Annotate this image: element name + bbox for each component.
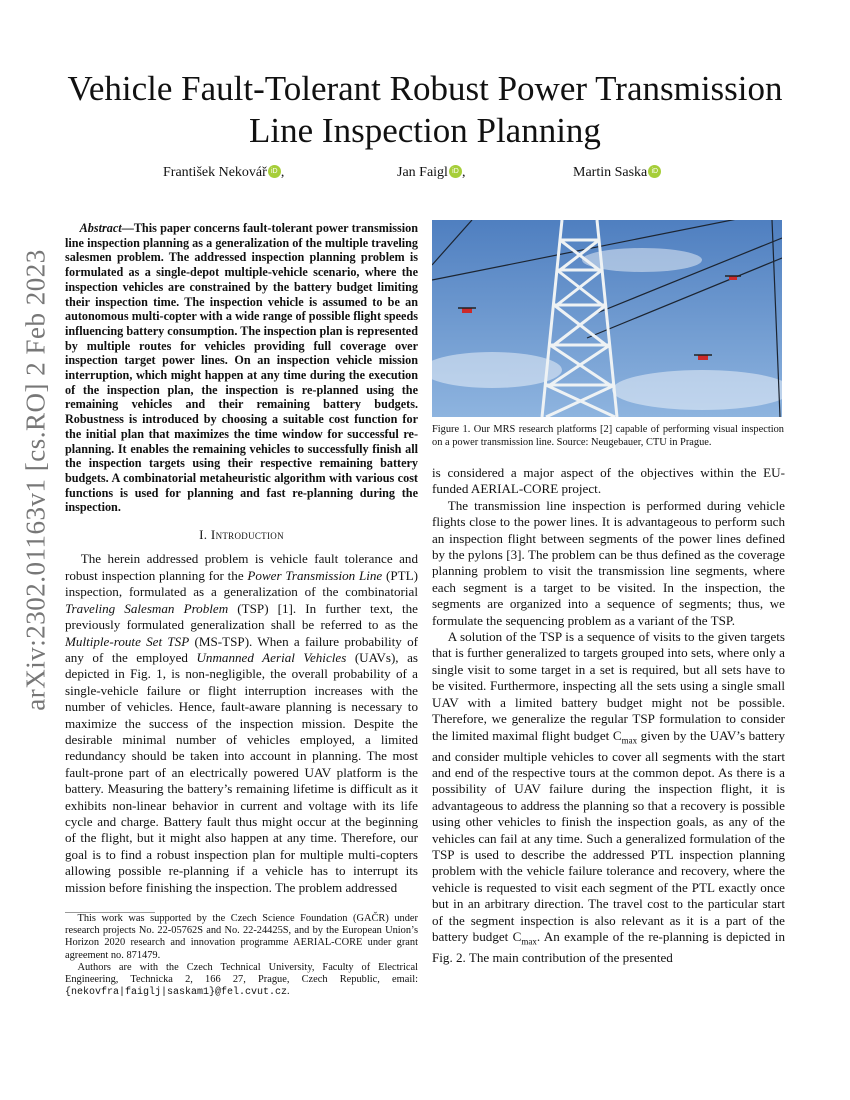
affiliation-footnote [65, 962, 418, 1000]
paper-title: Vehicle Fault-Tolerant Robust Power Transmission Line Inspection Planning [67, 69, 783, 150]
author-separator: , [280, 165, 285, 180]
orcid-icon[interactable]: iD [449, 165, 462, 178]
text-run: . An example of the re-planning is depicted in Fig. 2. The main contribution of the presented [432, 928, 785, 965]
funding-footnote: This work was supported by the Czech Science Foundation (GAČR) under research projects No. 22-05762S and No. 22-24425S, and by the European Union’s Horizon 2020 research and innovation programme AERIAL-CORE under grant agreement no. 871479. [65, 913, 418, 961]
section-heading-introduction: I. Introduction [199, 527, 284, 543]
author-2 [397, 165, 465, 181]
emphasis: Multiple-route Set TSP [65, 633, 190, 649]
text-run: (UAVs), as depicted in Fig. 1, is non-negligible, the overall probability of a single-vehicle failure or flight interruption increases with the number of vehicles. Hence, fault-aware planning is necessary to maximize the success of the inspection mission. Despite the desirable minimal number of vehicles employed, a limited redundancy should be taken into account in planning. The most fault-prone part of an electrically powered UAV platform is the battery. Measuring the battery’s remaining lifetime is difficult as it exhibits non-linear behavior in current and voltage with its life cycle and charge. Battery fault thus might occur at the beginning of the flight, but it might also happen at any time. Therefore, our goal is to find a robust inspection plan for multiple multi-copters allowing possible re-planning if a vehicle has to interrupt its mission before finishing the inspection. The problem addressed [65, 649, 418, 895]
text-run: . [287, 986, 290, 998]
intro-paragraph [65, 551, 418, 896]
affiliation-text: Authors are with the Czech Technical University, Faculty of Electrical Engineering, Technicka 2, 166 27, Prague, Czech Republic, email: [65, 961, 418, 986]
text-run: (TSP) [1]. In further text, the previously formulated generalization shall be referred to as the [65, 600, 418, 633]
emphasis: Unmanned Aerial Vehicles [196, 649, 347, 665]
orcid-icon[interactable]: iD [648, 165, 661, 178]
email-addresses[interactable]: {nekovfra|faiglj|saskam1}@fel.cvut.cz [65, 987, 288, 999]
footnotes [65, 912, 418, 999]
author-separator: , [461, 165, 466, 180]
figure-1-photo [432, 220, 782, 417]
power-line-photo [432, 220, 782, 417]
subscript: max [621, 735, 638, 746]
text-run: The herein addressed problem is vehicle fault tolerance and robust inspection planning for the [65, 551, 418, 583]
author-1 [163, 165, 284, 181]
body-paragraph [432, 629, 785, 966]
author-name: František Nekovář [163, 165, 267, 180]
abstract-text: —This paper concerns fault-tolerant power transmission line inspection planning as a generalization of the multiple traveling salesmen problem. The addressed inspection planning problem is formulated as a single-depot multiple-vehicle scenario, where the inspection vehicles are constrained by the battery budget limiting their inspection time. The inspection vehicle is assumed to be an autonomous multi-copter with a wide range of possible flight speeds influencing battery consumption. The inspection plan is represented by multiple routes for vehicles providing full coverage over inspection target power lines. On an inspection vehicle mission interruption, which might happen at any time during the execution of the inspection plan, the inspection is re-planned using the remaining vehicles and their remaining battery budgets. Robustness is introduced by choosing a suitable cost function for the initial plan that maximizes the time window for successful re-planning. It enables the remaining vehicles to successfully finish all the inspection targets using their respective remaining battery budgets. A combinatorial metaheuristic algorithm with various cost functions is used for planning and fast re-planning during the inspection. [65, 221, 418, 515]
body-paragraph: The transmission line inspection is performed during vehicle flights close to the power lines. It is advantageous to perform such an inspection flight between segments of the power lines defined by the pylons [3]. The problem can be thus defined as the coverage planning problem to visit the transmission line segments, where each segment is a target to be visited. In the inspection, the segments are organized into a sequence of segments; thus, we formulate the sequencing problem as a variant of the TSP. [432, 497, 785, 628]
abstract-label: Abstract [79, 221, 122, 235]
text-run: (MS-TSP). When a failure probability of any of the employed [65, 633, 419, 665]
emphasis: Traveling Salesman Problem [65, 600, 229, 616]
subscript: max [521, 936, 537, 947]
author-3 [573, 165, 661, 181]
author-name: Martin Saska [573, 165, 648, 180]
continuation-paragraph: is considered a major aspect of the objectives within the EU-funded AERIAL-CORE project. [432, 465, 785, 497]
text-run: given by the UAV’s battery and consider multiple vehicles to cover all segments with the start and end of the respective tours at the common depot. As there is a possibility of UAV failure during the inspection flight, it is advantageous to address the planning so that a recovery is possible using other vehicles to finish the inspection goals, as any of the vehicles can fail at any time. Such a generalized formulation of the TSP is used to describe the addressed PTL inspection planning problem with the vehicle failure tolerance and recovery, where the vehicle is requested to visit each segment of the PTL exactly once but in an arbitrary direction. The travel cost to the particular start of the segment inspection is also relevant as it is a part of the battery budget C [432, 727, 785, 944]
emphasis: Power Transmission Line [247, 567, 383, 583]
author-list [0, 165, 850, 189]
arxiv-identifier: arXiv:2302.01163v1 [cs.RO] 2 Feb 2023 [20, 249, 51, 711]
text-run: (PTL) inspection, formulated as a generalization of the combinatorial [65, 567, 419, 600]
left-column [65, 221, 418, 896]
author-name: Jan Faigl [397, 165, 448, 180]
text-run: A solution of the TSP is a sequence of visits to the given targets that is further generalized to targets grouped into sets, where only a single visit to some target in a set is required, but all sets have to be visited. Furthermore, inspecting all the sets using a single small UAV with a limited battery budget might not be possible. Therefore, we generalize the regular TSP formulation to consider the limited maximal flight budget C [432, 629, 785, 743]
figure-1-caption: Figure 1. Our MRS research platforms [2] capable of performing visual inspection on a power transmission line. Source: Neugebauer, CTU in Prague. [432, 424, 784, 448]
arxiv-sidebar [18, 249, 54, 711]
orcid-icon[interactable]: iD [268, 165, 281, 178]
abstract [65, 221, 418, 515]
right-column [432, 465, 785, 966]
